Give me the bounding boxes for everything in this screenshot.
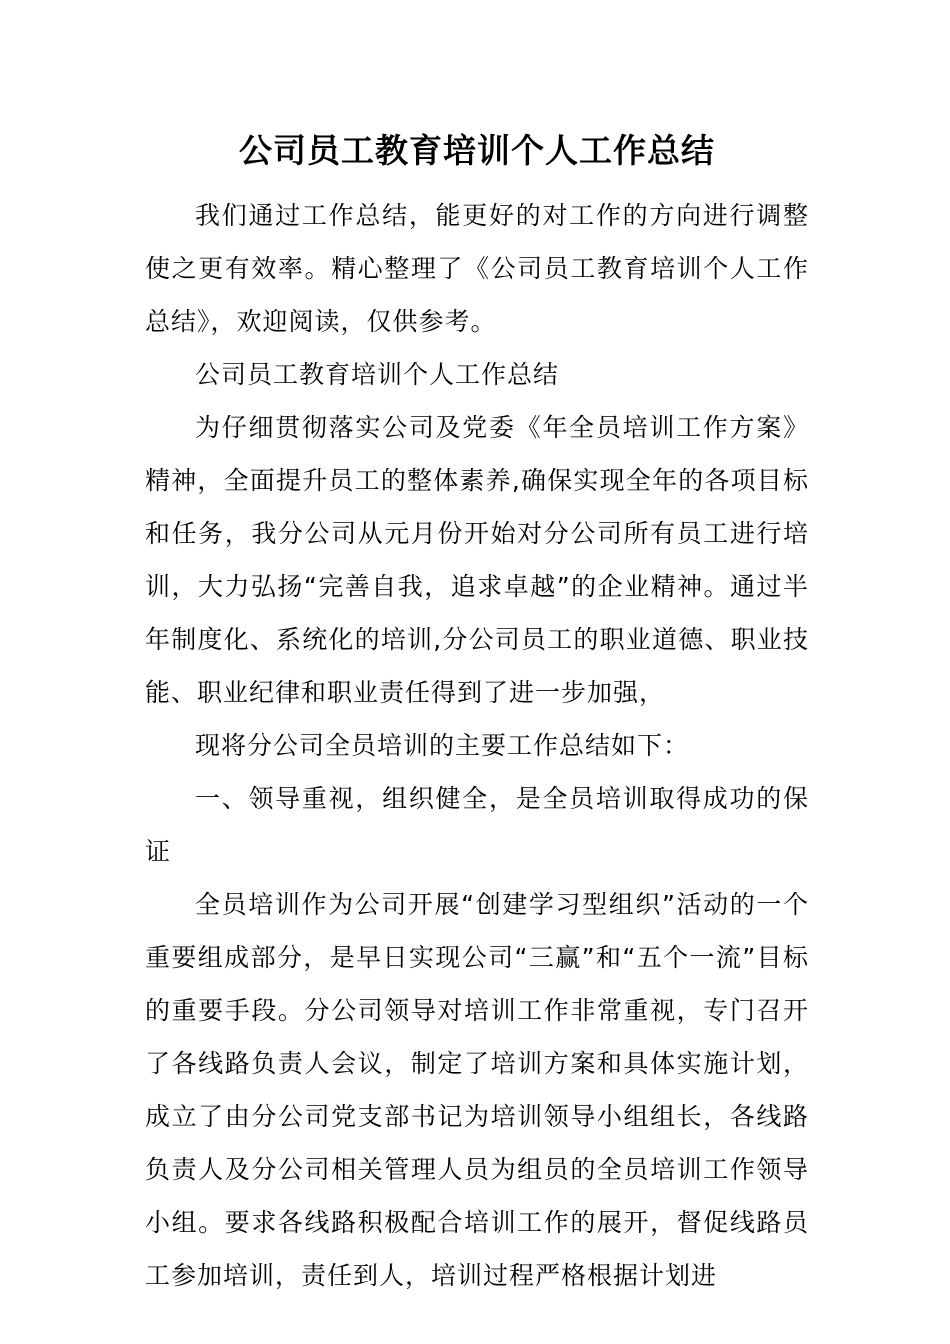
body-paragraph: 为仔细贯彻落实公司及党委《年全员培训工作方案》精神，全面提升员工的整体素养,确保实现全年的各项目标和任务，我分公司从元月份开始对分公司所有员工进行培训，大力弘扬“完善自我，追求卓越”的企业精神。通过半年制度化、系统化的培训,分公司员工的职业道德、职业技能、职业纪律和职业责任得到了进一步加强， — [145, 413, 809, 707]
document-title: 公司员工教育培训个人工作总结 — [239, 131, 715, 170]
summary-lead-paragraph: 现将分公司全员培训的主要工作总结如下： — [195, 731, 690, 760]
subtitle-paragraph: 公司员工教育培训个人工作总结 — [195, 360, 560, 389]
section-heading: 一、领导重视，组织健全，是全员培训取得成功的保证 — [145, 784, 809, 866]
body-paragraph: 全员培训作为公司开展“创建学习型组织”活动的一个重要组成部分，是早日实现公司“三赢”和“五个一流”目标的重要手段。分公司领导对培训工作非常重视，专门召开了各线路负责人会议，制定了培训方案和具体实施计划，成立了由分公司党支部书记为培训领导小组组长，各线路负责人及分公司相关管理人员为组员的全员培训工作领导小组。要求各线路积极配合培训工作的展开，督促线路员工参加培训，责任到人，培训过程严格根据计划进 — [145, 890, 809, 1290]
intro-paragraph: 我们通过工作总结，能更好的对工作的方向进行调整使之更有效率。精心整理了《公司员工教育培训个人工作总结》，欢迎阅读，仅供参考。 — [145, 201, 809, 336]
document-body — [145, 125, 809, 1302]
